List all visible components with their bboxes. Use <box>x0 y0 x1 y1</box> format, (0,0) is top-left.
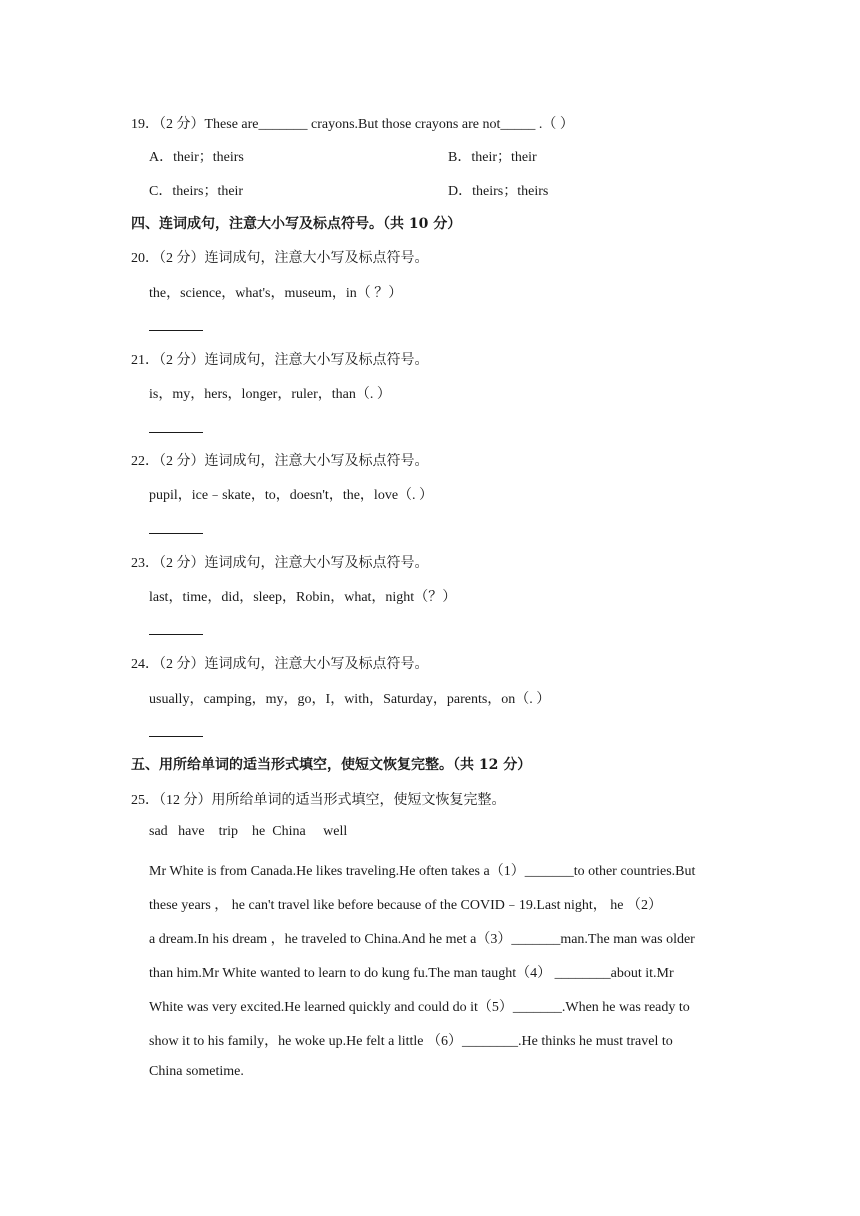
question-22-head: 22．（2 分）连词成句，注意大小写及标点符号。 <box>131 454 429 469</box>
question-25-head: 25．（12 分）用所给单词的适当形式填空，使短文恢复完整。 <box>131 793 506 808</box>
question-22-words: pupil，ice﹣skate，to，doesn't，the，love（. ） <box>149 488 434 503</box>
question-24-head: 24．（2 分）连词成句，注意大小写及标点符号。 <box>131 657 429 672</box>
word-bank: sad have trip he China well <box>149 824 348 839</box>
answer-blank-23[interactable] <box>149 634 203 635</box>
question-20-head: 20．（2 分）连词成句，注意大小写及标点符号。 <box>131 251 429 266</box>
option-a[interactable]: A．their；theirs <box>149 150 244 165</box>
option-d[interactable]: D．theirs；theirs <box>448 184 549 199</box>
question-23-head: 23．（2 分）连词成句，注意大小写及标点符号。 <box>131 556 429 571</box>
answer-blank-21[interactable] <box>149 432 203 433</box>
question-24-words: usually，camping，my，go，I，with，Saturday，parents，on（. ） <box>149 692 551 707</box>
option-c[interactable]: C．theirs；their <box>149 184 244 199</box>
question-19-stem: 19．（2 分）These are_______ crayons.But those crayons are not_____ .（ ） <box>131 117 574 132</box>
section-4-heading: 四、连词成句，注意大小写及标点符号。（共 10 分） <box>131 216 462 232</box>
passage-line: Mr White is from Canada.He likes traveling.He often takes a（1）_______to other countries.But <box>149 864 696 879</box>
answer-blank-20[interactable] <box>149 330 203 331</box>
question-21-words: is，my，hers，longer，ruler，than（. ） <box>149 387 391 402</box>
passage-line: White was very excited.He learned quickly and could do it（5）_______.When he was ready to <box>149 1000 690 1015</box>
passage-line: than him.Mr White wanted to learn to do kung fu.The man taught（4） ________about it.Mr <box>149 966 674 981</box>
passage-line: show it to his family，he woke up.He felt a little （6）________.He thinks he must travel to <box>149 1034 673 1049</box>
passage-line: these years ， he can't travel like before because of the COVID﹣19.Last night， he （2） <box>149 898 662 913</box>
question-23-words: last，time，did，sleep，Robin，what，night（？） <box>149 590 457 605</box>
answer-blank-22[interactable] <box>149 533 203 534</box>
passage-line: a dream.In his dream ，he traveled to China.And he met a（3）_______man.The man was older <box>149 932 695 947</box>
question-21-head: 21．（2 分）连词成句，注意大小写及标点符号。 <box>131 353 429 368</box>
passage-line: China sometime. <box>149 1064 244 1079</box>
answer-blank-24[interactable] <box>149 736 203 737</box>
question-20-words: the，science，what's，museum，in（ ？） <box>149 286 403 301</box>
section-5-heading: 五、用所给单词的适当形式填空，使短文恢复完整。（共 12 分） <box>131 757 532 773</box>
option-b[interactable]: B．their；their <box>448 150 537 165</box>
